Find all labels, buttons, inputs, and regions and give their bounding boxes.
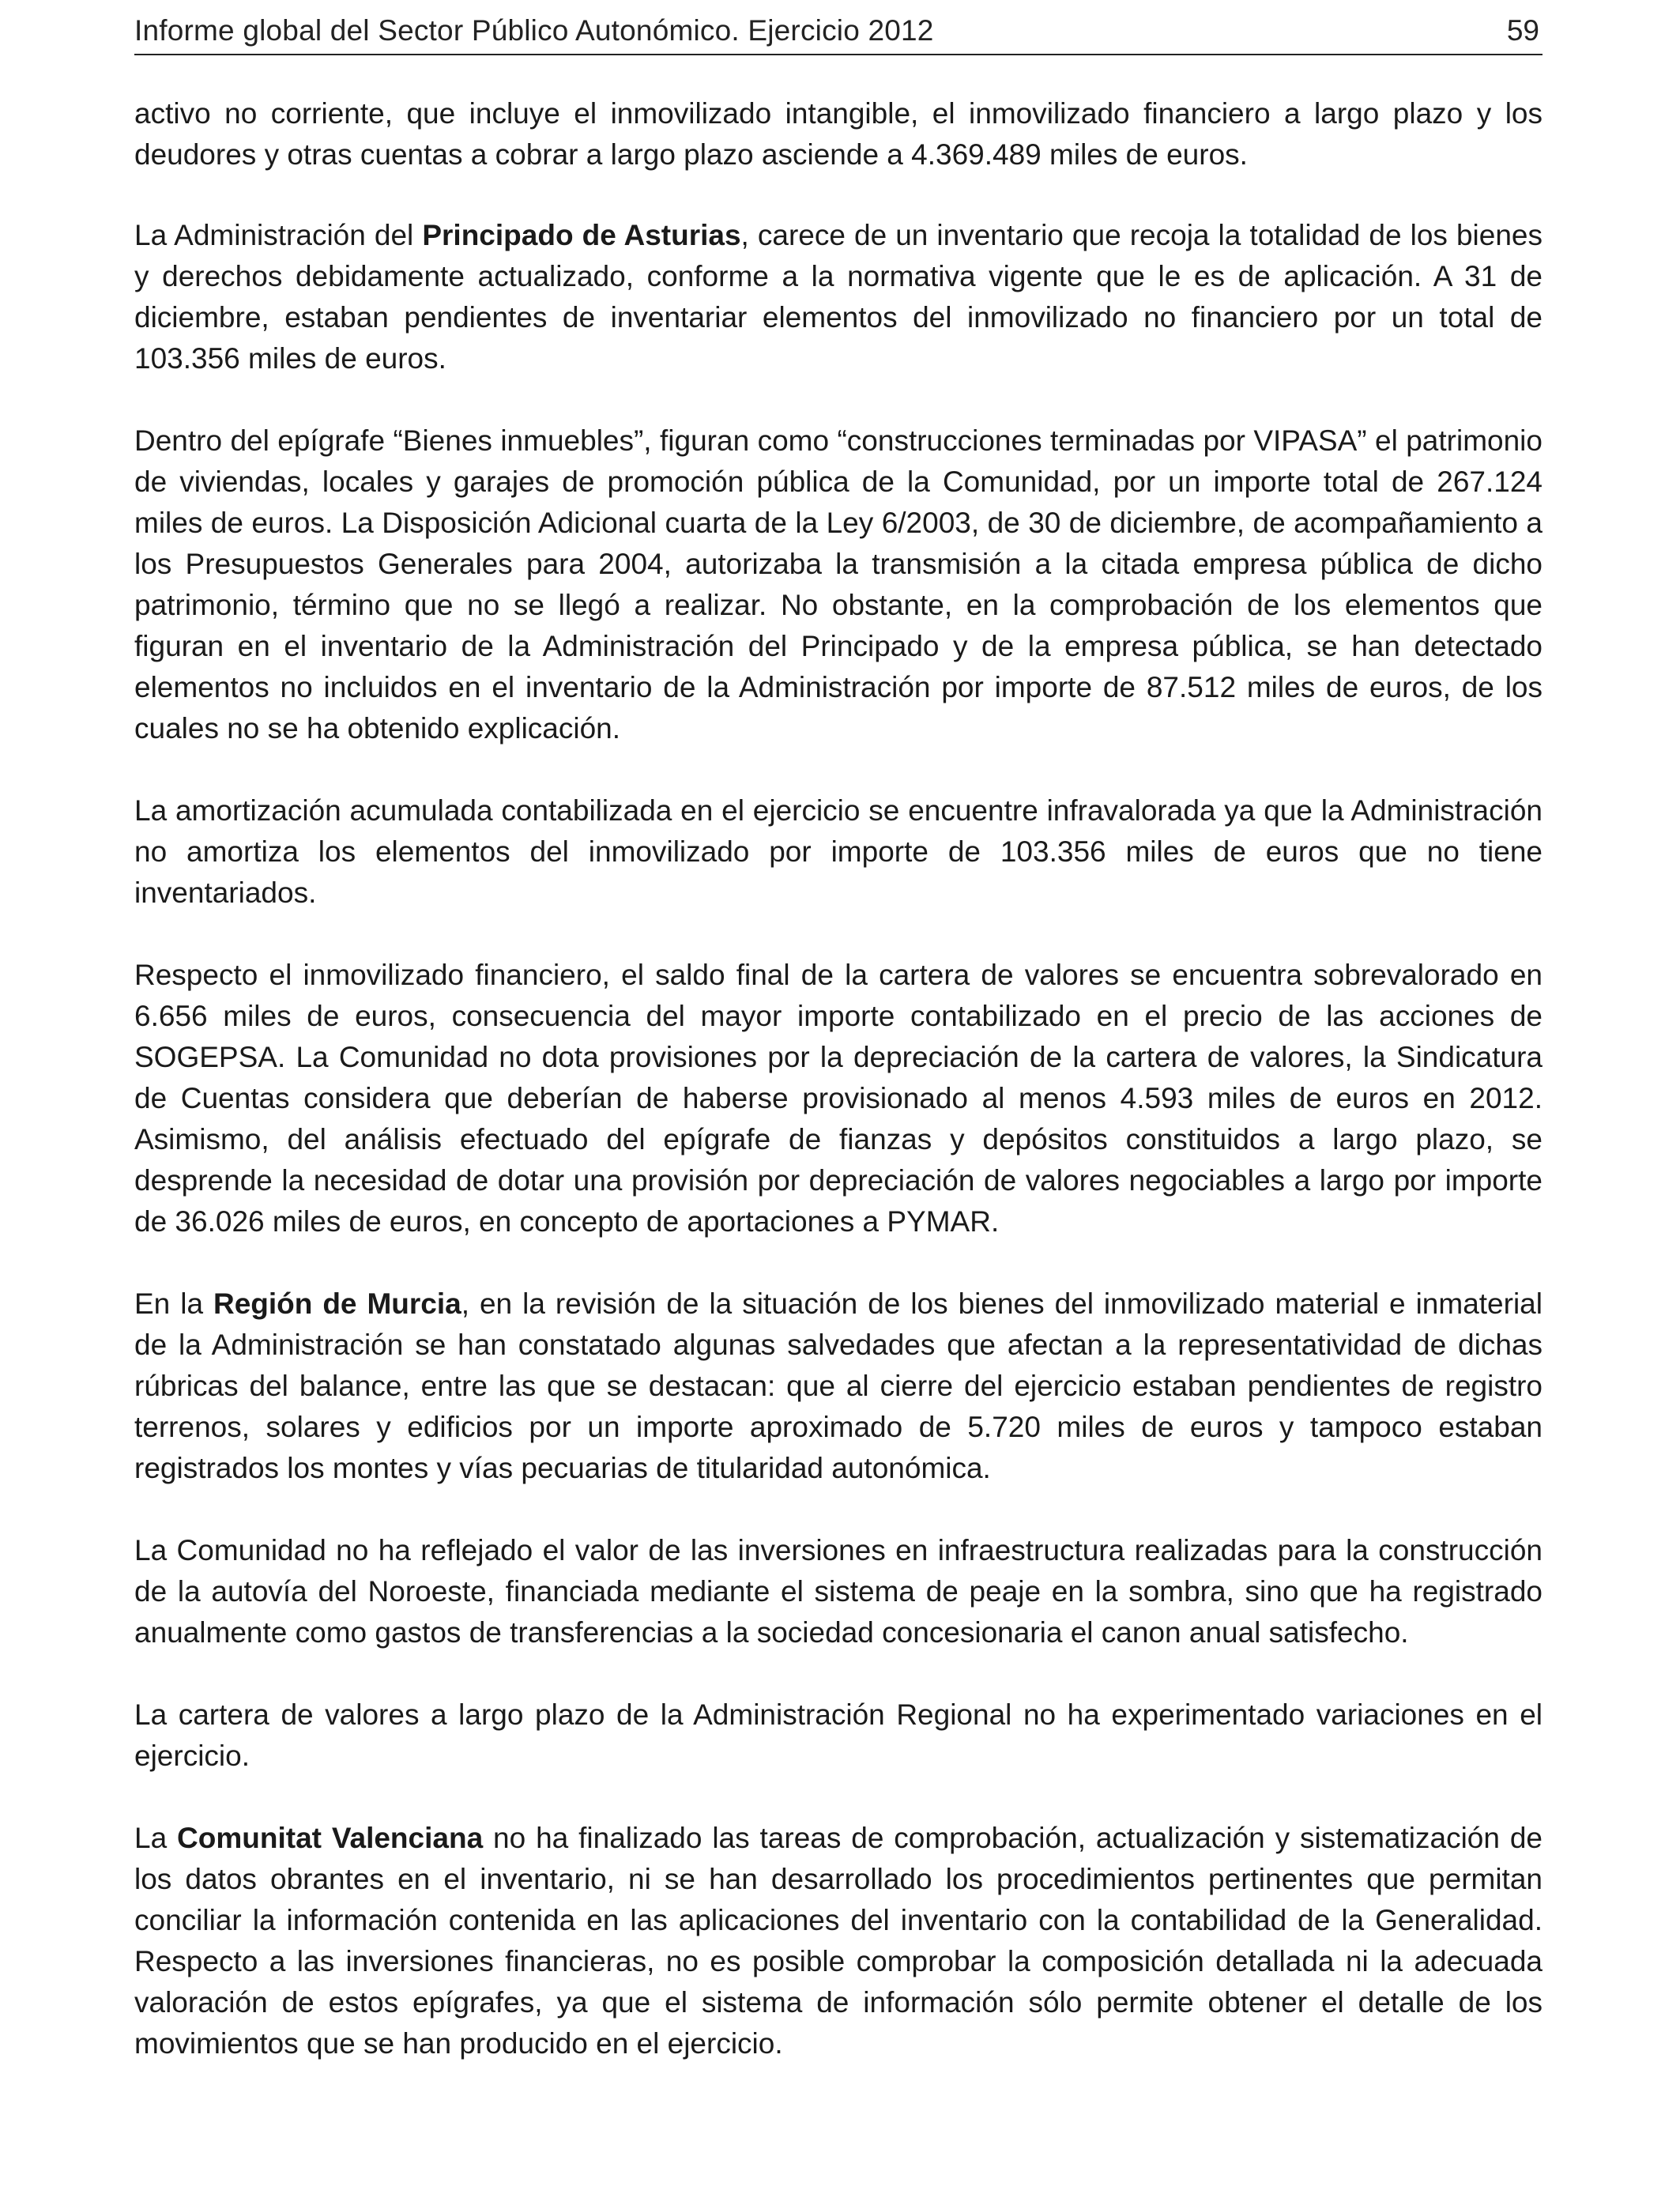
paragraph-7 [134,1530,1543,1653]
document-page [134,0,1543,2194]
page-header [134,11,1543,55]
paragraph-2 [134,215,1543,379]
paragraph-1-text: activo no corriente, que incluye el inmovilizado intangible, el inmovilizado financiero a largo plazo y los deudores y otras cuentas a cobrar a largo plazo asciende a 4.369.489 miles de euros. [134,97,1543,171]
paragraph-9 [134,1818,1543,2064]
paragraph-2-after: , carece de un inventario que recoja la totalidad de los bienes y derechos debidamente actualizado, conforme a la normativa vigente que le es de aplicación. A 31 de diciembre, estaban pendientes de inventariar elementos del inmovilizado no financiero por un total de 103.356 miles de euros. [134,219,1543,375]
paragraph-3 [134,420,1543,749]
paragraph-8 [134,1695,1543,1777]
paragraph-6-before: En la [134,1287,213,1320]
header-title: Informe global del Sector Público Autonómico. Ejercicio 2012 [134,14,934,47]
paragraph-4-text: La amortización acumulada contabilizada en el ejercicio se encuentre infravalorada ya que la Administración no amortiza los elementos del inmovilizado por importe de 103.356 miles de euros que no tiene inventariados. [134,794,1543,909]
body-text [134,93,1543,2105]
paragraph-6-bold: Región de Murcia [213,1287,461,1320]
paragraph-3-text: Dentro del epígrafe “Bienes inmuebles”, figuran como “construcciones terminadas por VIPASA” el patrimonio de viviendas, locales y garajes de promoción pública de la Comunidad, por un importe total de 267.124 miles de euros. La Disposición Adicional cuarta de la Ley 6/2003, de 30 de diciembre, de acompañamiento a los Presupuestos Generales para 2004, autorizaba la transmisión a la citada empresa pública de dicho patrimonio, término que no se llegó a realizar. No obstante, en la comprobación de los elementos que figuran en el inventario de la Administración del Principado y de la empresa pública, se han detectado elementos no incluidos en el inventario de la Administración por importe de 87.512 miles de euros, de los cuales no se ha obtenido explicación. [134,424,1543,745]
paragraph-6-after: , en la revisión de la situación de los bienes del inmovilizado material e inmaterial de la Administración se han constatado algunas salvedades que afectan a la representatividad de dichas rúbricas del balance, entre las que se destacan: que al cierre del ejercicio estaban pendientes de registro terrenos, solares y edificios por un importe aproximado de 5.720 miles de euros y tampoco estaban registrados los montes y vías pecuarias de titularidad autonómica. [134,1287,1543,1484]
paragraph-2-bold: Principado de Asturias [422,219,741,251]
paragraph-9-before: La [134,1822,178,1854]
paragraph-7-text: La Comunidad no ha reflejado el valor de las inversiones en infraestructura realizadas para la construcción de la autovía del Noroeste, financiada mediante el sistema de peaje en la sombra, sino que ha registrado anualmente como gastos de transferencias a la sociedad concesionaria el canon anual satisfecho. [134,1534,1543,1649]
paragraph-5 [134,955,1543,1242]
paragraph-9-after: no ha finalizado las tareas de comprobación, actualización y sistematización de los datos obrantes en el inventario, ni se han desarrollado los procedimientos pertinentes que permitan conciliar la información contenida en las aplicaciones del inventario con la contabilidad de la Generalidad. Respecto a las inversiones financieras, no es posible comprobar la composición detallada ni la adecuada valoración de estos epígrafes, ya que el sistema de información sólo permite obtener el detalle de los movimientos que se han producido en el ejercicio. [134,1822,1543,2060]
paragraph-2-before: La Administración del [134,219,423,251]
paragraph-4 [134,790,1543,914]
paragraph-6 [134,1284,1543,1489]
paragraph-9-bold: Comunitat Valenciana [177,1822,484,1854]
paragraph-5-text: Respecto el inmovilizado financiero, el saldo final de la cartera de valores se encuentra sobrevalorado en 6.656 miles de euros, consecuencia del mayor importe contabilizado en el precio de las acciones de SOGEPSA. La Comunidad no dota provisiones por la depreciación de la cartera de valores, la Sindicatura de Cuentas considera que deberían de haberse provisionado al menos 4.593 miles de euros en 2012. Asimismo, del análisis efectuado del epígrafe de fianzas y depósitos constituidos a largo plazo, se desprende la necesidad de dotar una provisión por depreciación de valores negociables a largo por importe de 36.026 miles de euros, en concepto de aportaciones a PYMAR. [134,959,1543,1238]
page-number: 59 [1506,14,1539,47]
paragraph-1 [134,93,1543,175]
paragraph-8-text: La cartera de valores a largo plazo de la Administración Regional no ha experimentado variaciones en el ejercicio. [134,1698,1543,1772]
